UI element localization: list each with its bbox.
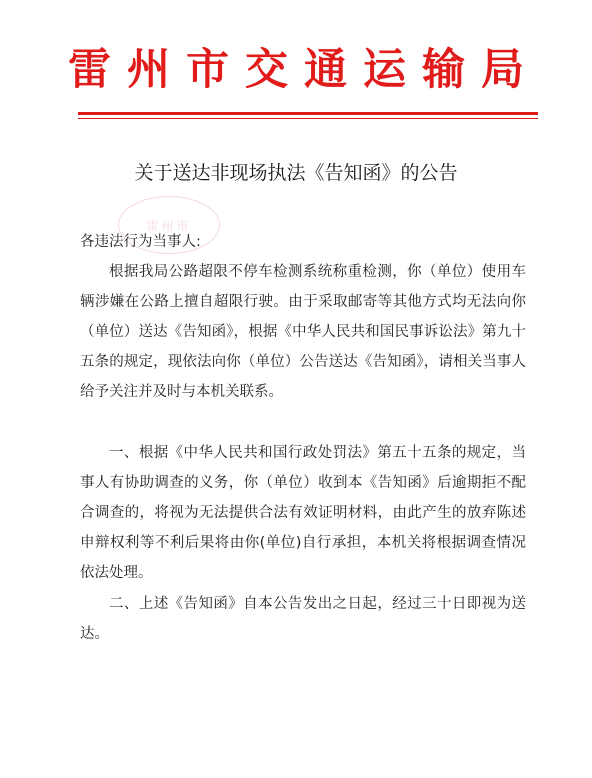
seal-text: 雷州市 [146,218,192,233]
letterhead-rule-thin [78,118,538,119]
notice-title: 关于送达非现场执法《告知函》的公告 [134,162,458,184]
paragraph-1: 根据我局公路超限不停车检测系统称重检测，你（单位）使用车辆涉嫌在公路上擅自超限行驶。由于采取邮寄等其他方式均无法向你（单位）送达《告知函》，根据《中华人民共和国民事诉讼法》第九十五条的规定，现依法向你（单位）公告送达《告知函》，请相关当事人给予关注并及时与本机关联系。 [80,264,526,400]
paragraph-3: 二、上述《告知函》自本公告发出之日起，经过三十日即视为送达。 [80,596,526,642]
letterhead-rule-thick [78,112,538,115]
paragraph-2: 一、根据《中华人民共和国行政处罚法》第五十五条的规定，当事人有协助调查的义务，你（单位）收到本《告知函》后逾期拒不配合调查的，将视为无法提供合法有效证明材料，由此产生的放弃陈述申辩权利等不利后果将由你(单位)自行承担，本机关将根据调查情况依法处理。 [80,445,526,581]
salutation: 各违法行为当事人: [80,234,201,250]
letterhead-title: 雷州市交通运输局 [68,45,540,95]
